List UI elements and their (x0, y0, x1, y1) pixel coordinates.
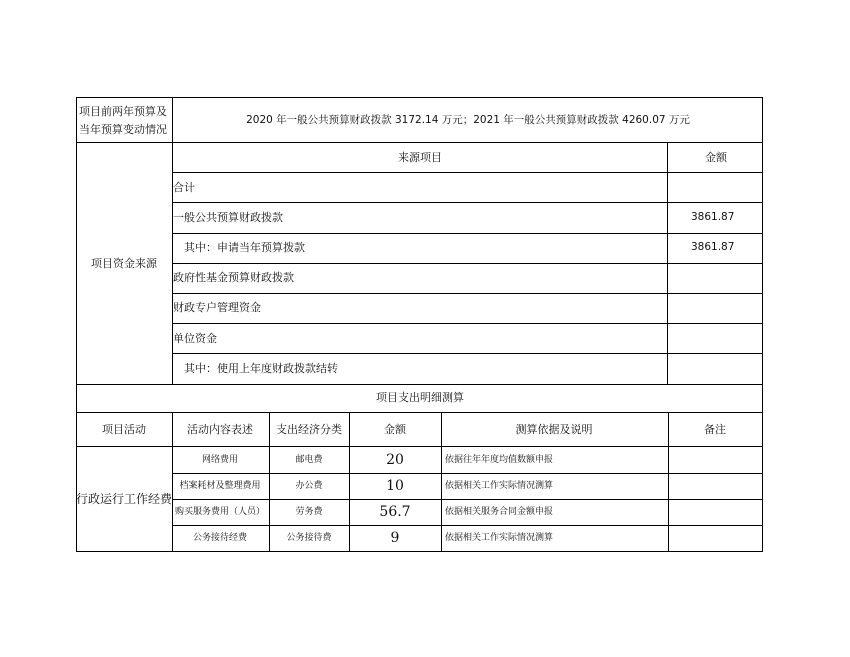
funding-row-name: 财政专户管理资金 (173, 301, 261, 314)
detail-content: 档案耗材及整理费用 (179, 481, 261, 491)
row-divider (172, 293, 763, 294)
col-divider (349, 412, 350, 552)
row-divider (172, 172, 763, 173)
detail-basis: 依据相关工作实际情况测算 (445, 481, 554, 491)
prev-budget-label-line2: 当年预算变动情况 (79, 123, 167, 136)
detail-category: 公务接待费 (286, 533, 332, 543)
detail-header: 金额 (384, 423, 406, 436)
detail-content: 网络费用 (201, 455, 239, 465)
detail-category: 邮电费 (295, 455, 323, 465)
detail-category: 劳务费 (295, 507, 323, 517)
col-divider (668, 412, 669, 552)
prev-budget-text: 2020 年一般公共预算财政拨款 3172.14 万元；2021 年一般公共预算财政拨款 4260.07 万元 (246, 114, 690, 126)
col-divider (269, 412, 270, 552)
row-divider (172, 499, 763, 500)
funding-row-amount: 3861.87 (691, 241, 735, 253)
border-bottom (76, 551, 763, 552)
prev-budget-label-line1: 项目前两年预算及 (79, 105, 167, 118)
detail-amount: 9 (390, 530, 400, 546)
col-divider (172, 412, 173, 552)
funding-header-amount: 金额 (705, 151, 727, 164)
row-divider (172, 525, 763, 526)
detail-header: 备注 (704, 423, 726, 436)
funding-row-name: 政府性基金预算财政拨款 (173, 271, 294, 284)
row-divider (172, 323, 763, 324)
funding-row-name: 合计 (173, 181, 195, 194)
detail-category: 办公费 (295, 481, 323, 491)
detail-header: 支出经济分类 (276, 423, 342, 436)
row-divider (76, 384, 763, 385)
detail-basis: 依据往年年度均值数额申报 (445, 455, 554, 465)
row-divider (76, 412, 763, 413)
row-divider (172, 353, 763, 354)
border-left (76, 97, 77, 552)
detail-basis: 依据相关工作实际情况测算 (445, 533, 554, 543)
detail-activity: 行政运行工作经费 (75, 492, 173, 506)
detail-amount: 20 (386, 452, 404, 468)
row-divider (172, 202, 763, 203)
row-divider (76, 446, 763, 447)
funding-row-amount: 3861.87 (691, 211, 735, 223)
detail-header: 测算依据及说明 (515, 423, 593, 436)
border-right (762, 97, 763, 552)
funding-row-name: 其中：申请当年预算拨款 (184, 241, 305, 254)
row-divider (76, 142, 763, 143)
detail-content: 购买服务费用（人员） (174, 507, 266, 517)
funding-row-name: 一般公共预算财政拨款 (173, 211, 283, 224)
detail-amount: 10 (386, 478, 404, 494)
detail-title: 项目支出明细测算 (376, 391, 464, 404)
detail-basis: 依据相关服务合同金额申报 (445, 507, 554, 517)
funding-header-source: 来源项目 (398, 151, 442, 164)
funding-section-label: 项目资金来源 (91, 257, 157, 270)
row-divider (172, 473, 763, 474)
detail-header: 活动内容表述 (187, 423, 253, 436)
detail-amount: 56.7 (379, 504, 411, 520)
border-top (76, 97, 763, 98)
col-divider (441, 412, 442, 552)
row-divider (172, 263, 763, 264)
funding-row-name: 单位资金 (173, 332, 217, 345)
detail-header: 项目活动 (102, 423, 146, 436)
detail-content: 公务接待经费 (192, 533, 248, 543)
col-divider (667, 142, 668, 385)
funding-row-name: 其中：使用上年度财政拨款结转 (184, 362, 338, 375)
row-divider (172, 233, 763, 234)
